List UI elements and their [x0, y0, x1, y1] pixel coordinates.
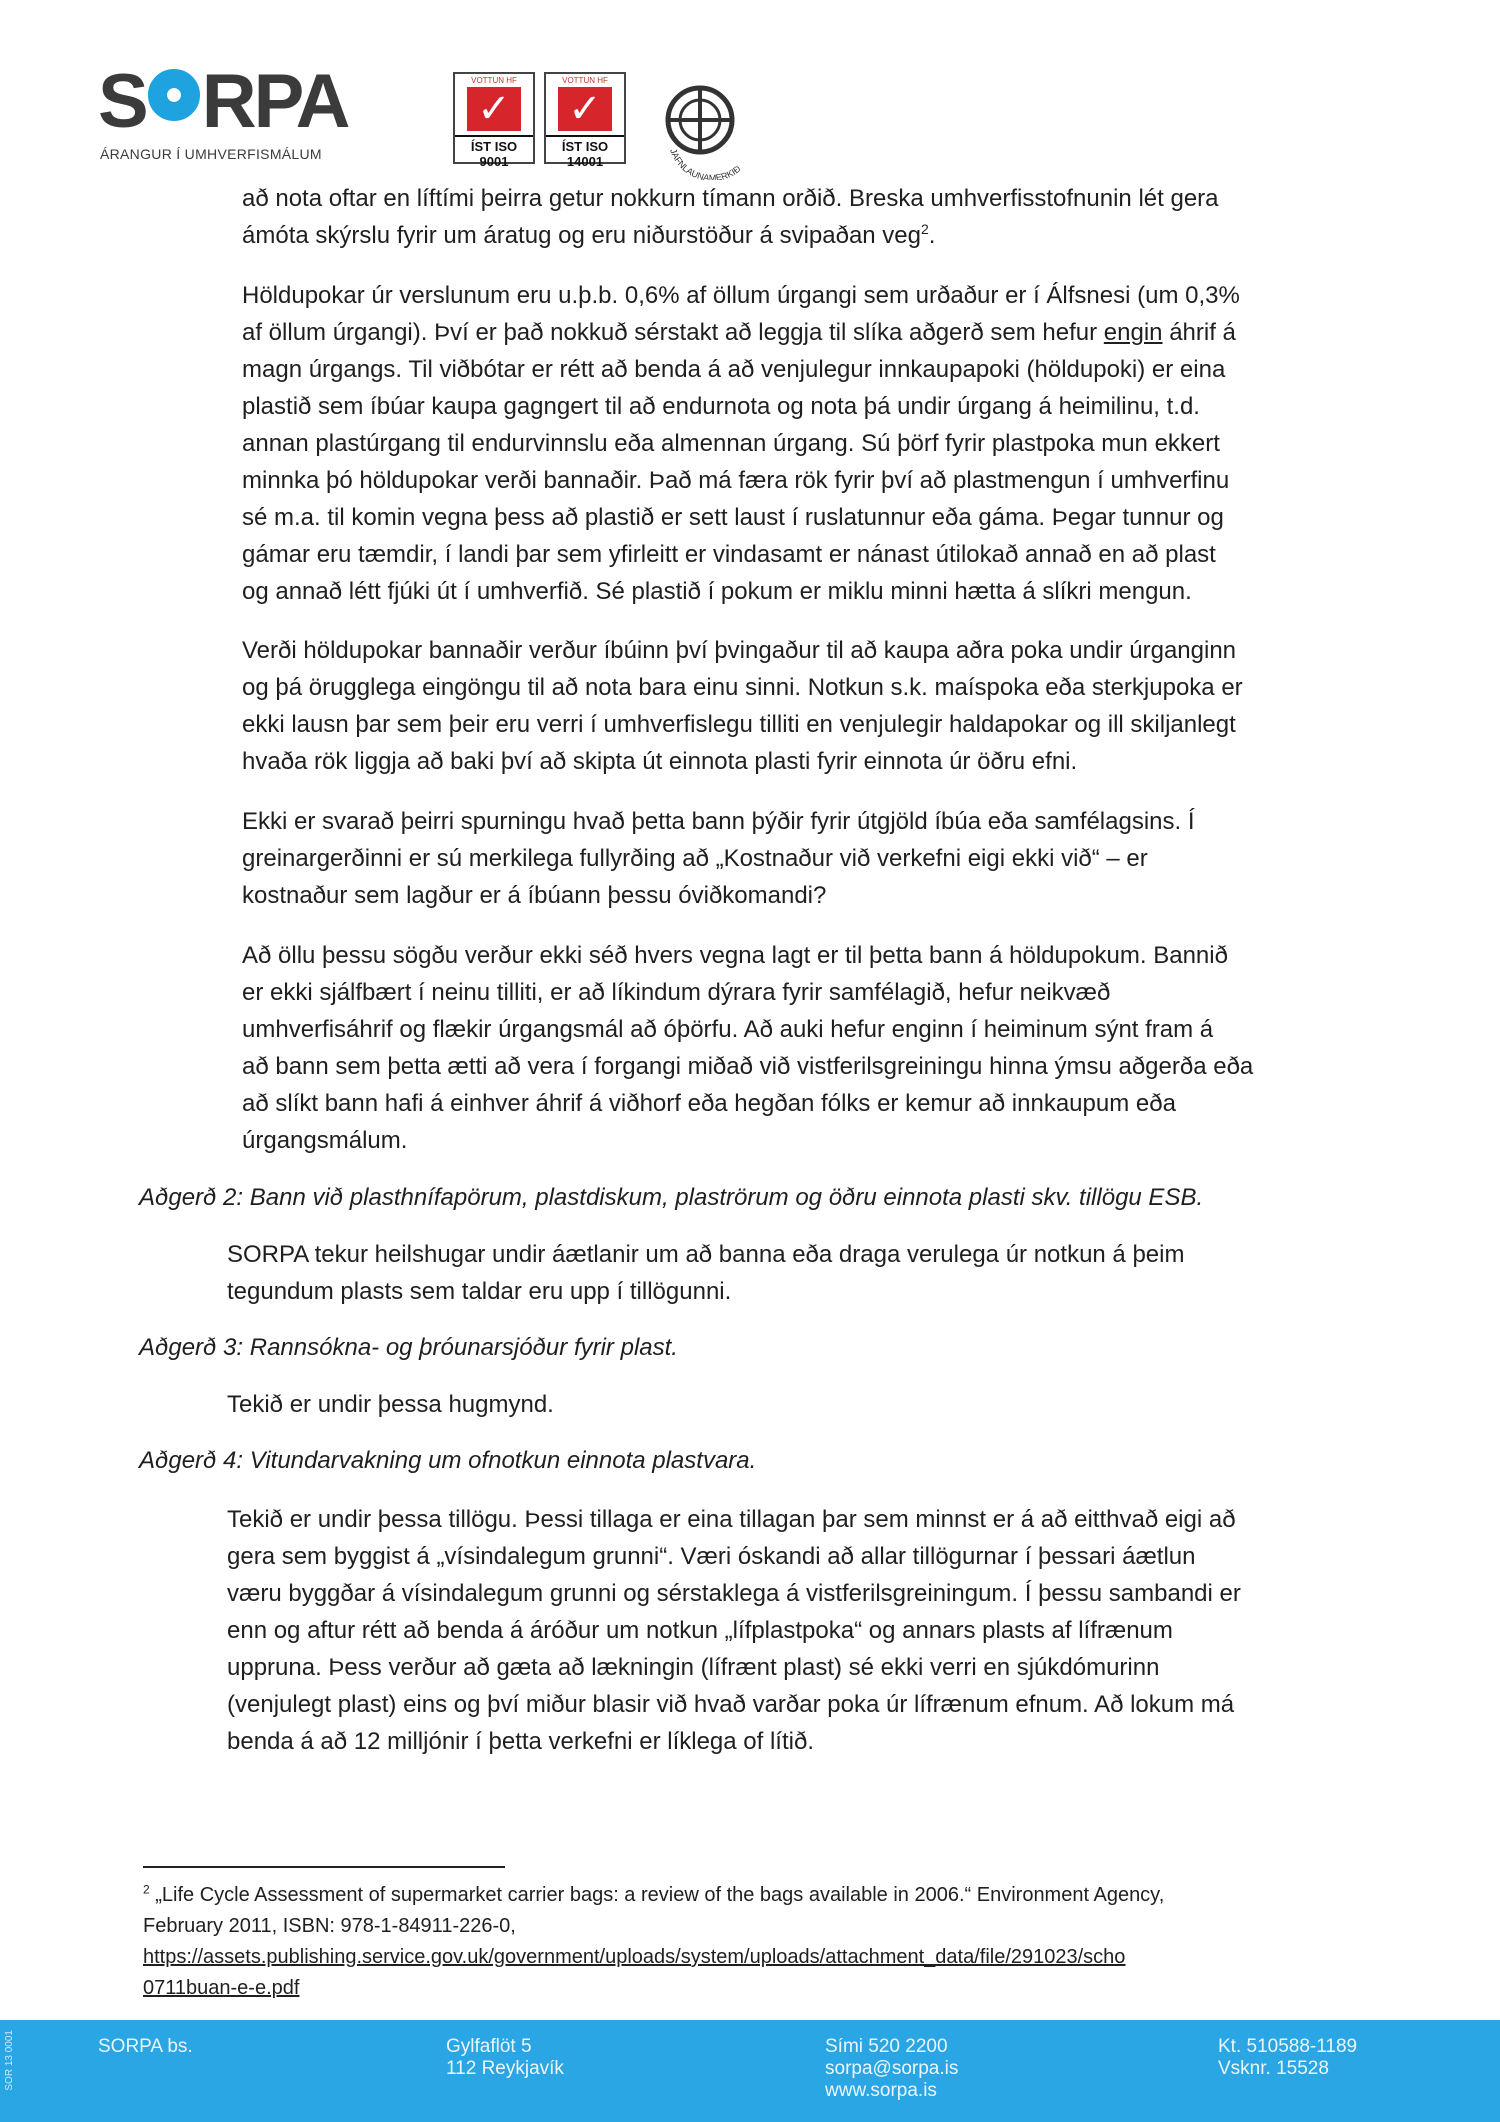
paragraph-7: Tekið er undir þessa hugmynd. [227, 1391, 554, 1418]
footer-email[interactable]: sorpa@sorpa.is [825, 2058, 959, 2079]
heading-adgerd-4: Aðgerð 4: Vitundarvakning um ofnotkun einnota plastvara. [139, 1447, 757, 1474]
heading-adgerd-3: Aðgerð 3: Rannsókna- og þróunarsjóður fyrir plast. [139, 1334, 678, 1361]
jafnlaunamerki-logo [656, 76, 760, 180]
footer-address: Gylfaflöt 5 112 Reykjavík [446, 2036, 564, 2079]
footer-registration: Kt. 510588-1189 Vsknr. 15528 [1218, 2036, 1358, 2079]
checkmark-icon: ✓ [558, 87, 612, 131]
iso-14001-badge: VOTTUN HF ✓ ÍST ISO 14001 [544, 72, 626, 164]
logo-o-icon [148, 69, 200, 121]
logo-tagline: ÁRANGUR Í UMHVERFISMÁLUM [100, 146, 322, 162]
heading-adgerd-2: Aðgerð 2: Bann við plasthnífapörum, plastdiskum, plaströrum og öðru einnota plasti skv. tillögu ESB. [139, 1184, 1204, 1211]
footer-company: SORPA bs. [98, 2036, 193, 2057]
checkmark-icon: ✓ [467, 87, 521, 131]
footer-bar [0, 2020, 1500, 2122]
iso-9001-badge: VOTTUN HF ✓ ÍST ISO 9001 [453, 72, 535, 164]
eco-label-text: JAFNLAUNAMERKIÐ [668, 147, 743, 180]
footnote-link[interactable]: https://assets.publishing.service.gov.uk/government/uploads/system/uploads/attachment_data/file/291023/scho [143, 1946, 1126, 1968]
footnote-divider [143, 1866, 505, 1868]
sorpa-logo [98, 59, 358, 172]
footer-contact: Sími 520 2200 sorpa@sorpa.is www.sorpa.is [825, 2036, 959, 2101]
footnote-ref[interactable]: 2 [921, 221, 929, 237]
footnote-link-cont[interactable]: 0711buan-e-e.pdf [143, 1977, 300, 1999]
document-code: SOR 13 0001 [4, 2030, 15, 2091]
logo-wordmark: S RPA [98, 59, 348, 144]
page-header [0, 0, 1500, 180]
footer-web[interactable]: www.sorpa.is [825, 2080, 937, 2101]
